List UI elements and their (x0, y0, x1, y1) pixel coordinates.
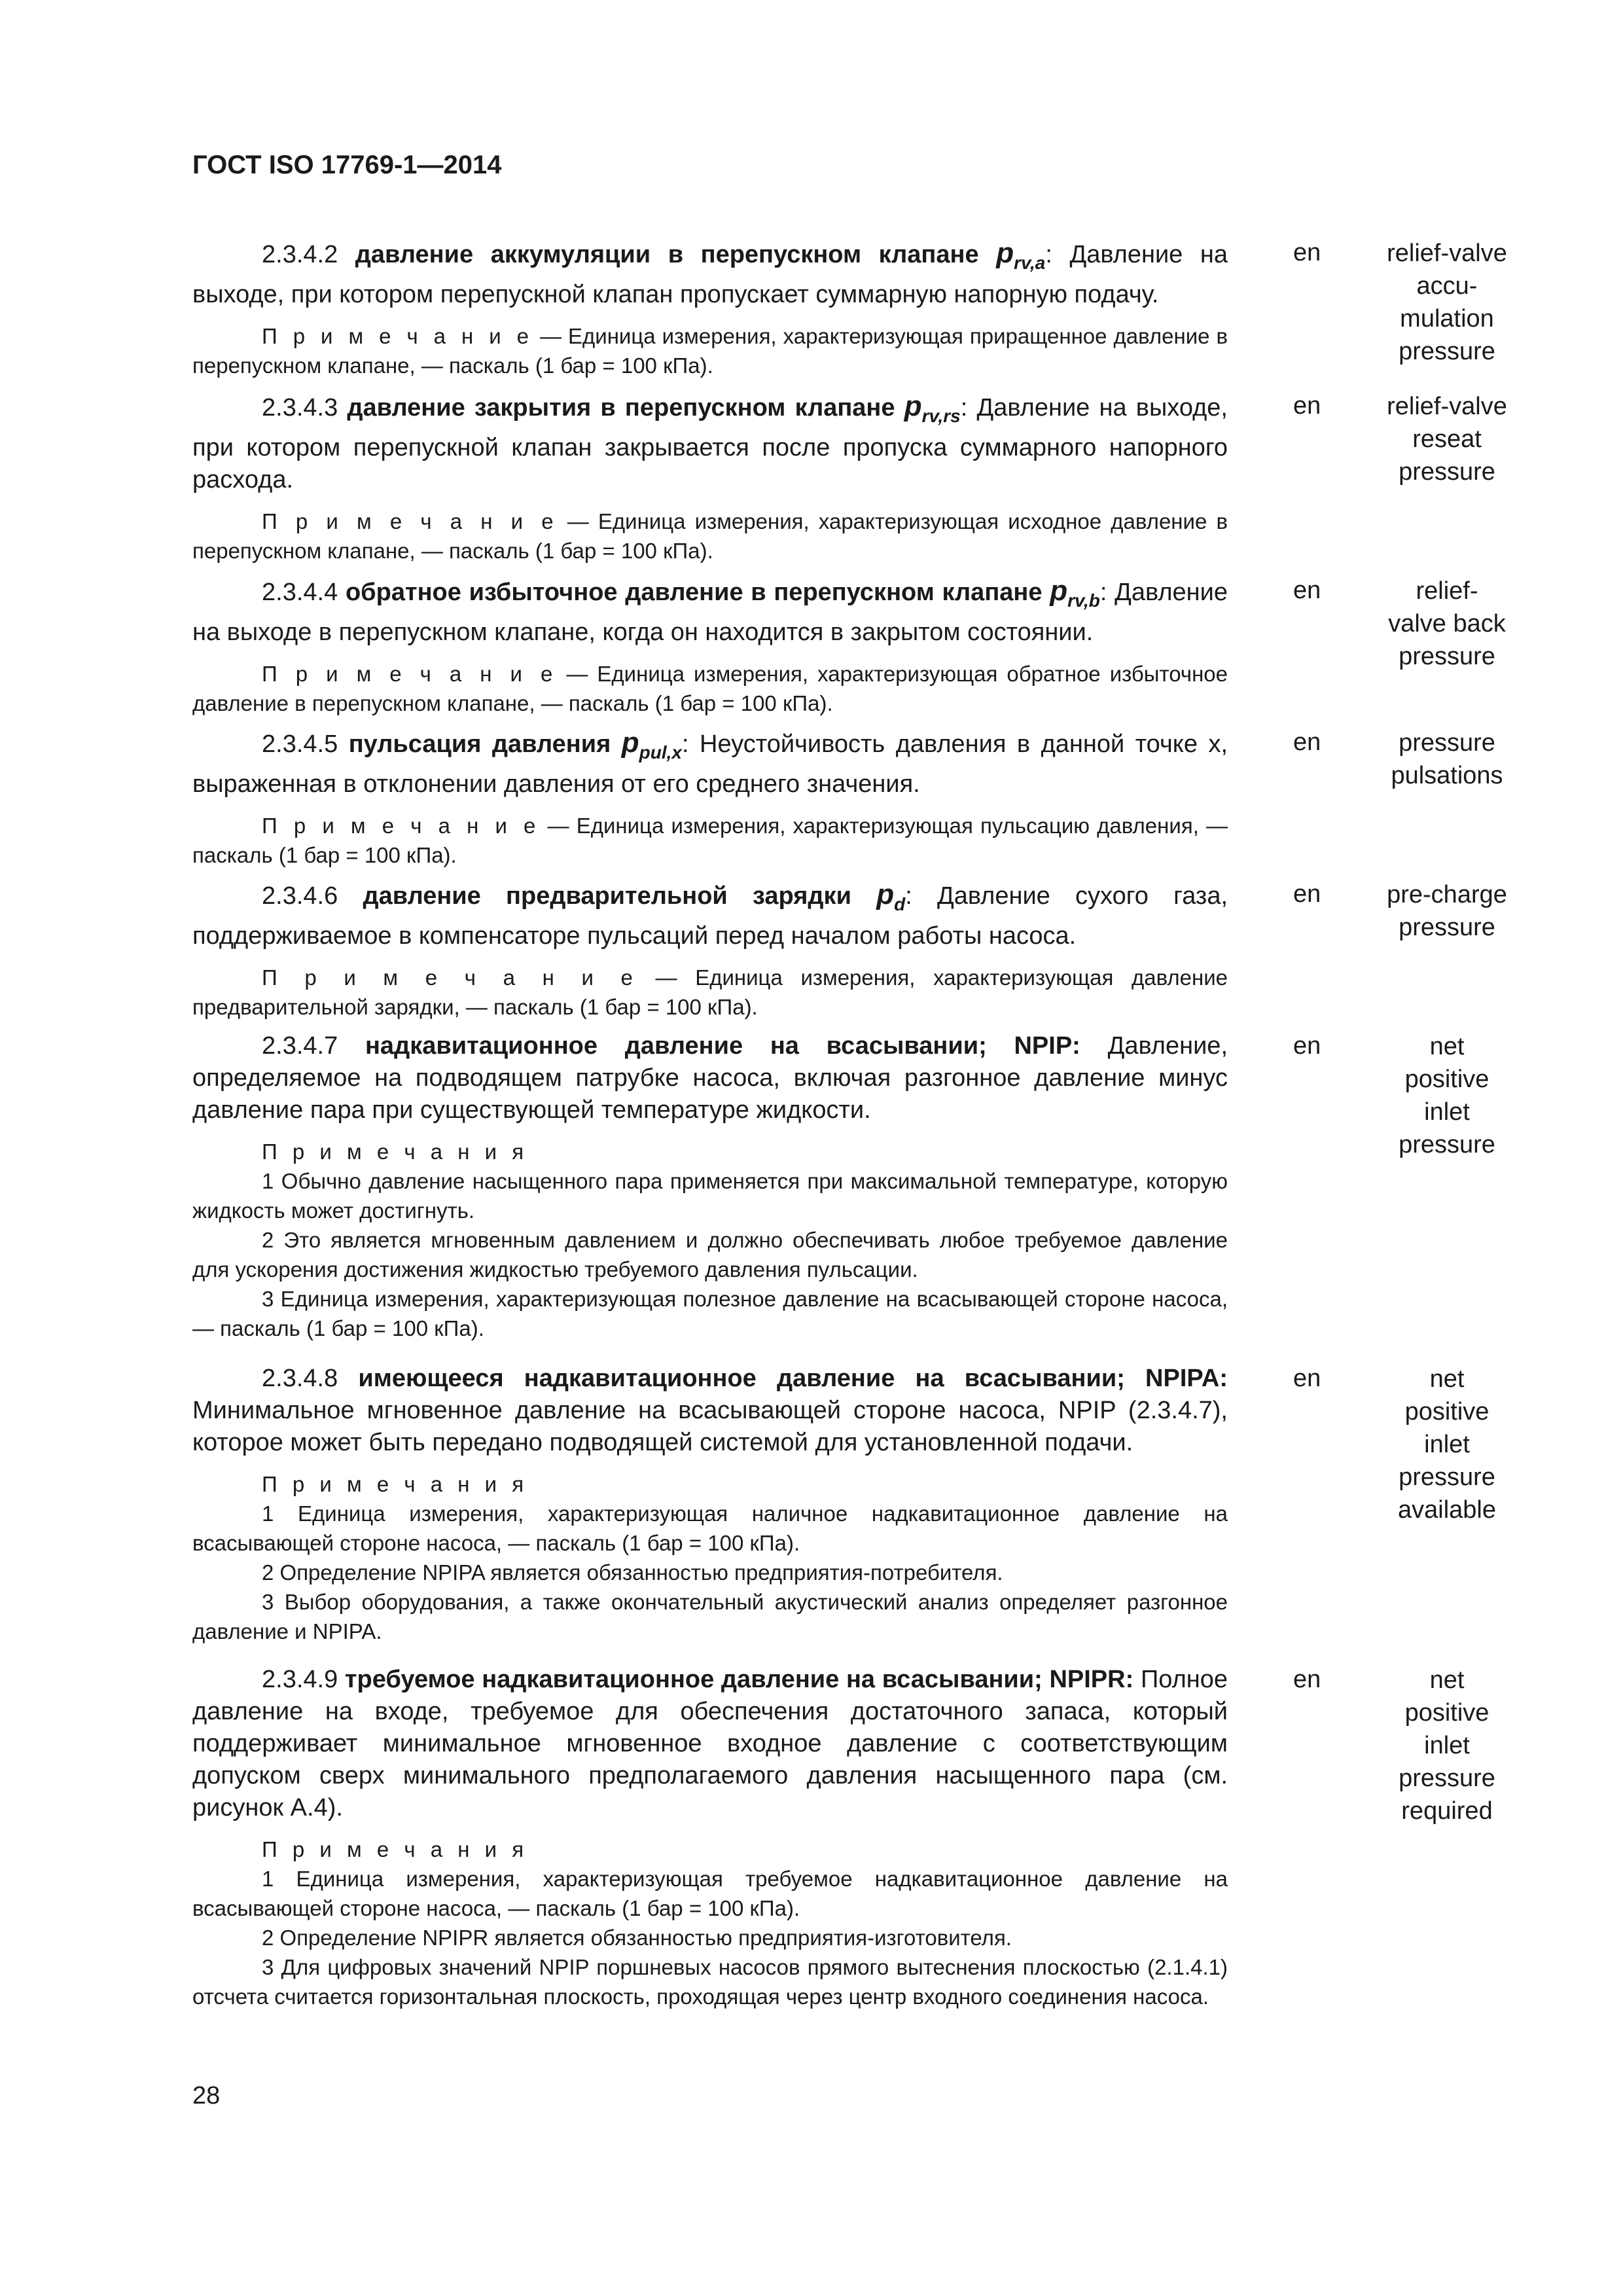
note-heading (192, 1137, 1228, 1166)
term-number: 2.3.4.9 (262, 1666, 338, 1693)
term-symbol-subscript: rv,a (1014, 252, 1046, 273)
note-paragraph (192, 507, 1228, 565)
equivalent-line: inlet (1424, 1098, 1470, 1126)
term-symbol-subscript: rv,b (1067, 590, 1100, 611)
equivalent-line: relief- (1416, 577, 1478, 605)
note-label: П р и м е ч а н и е (262, 661, 558, 686)
equivalent-line: positive (1404, 1699, 1489, 1727)
term-notes (192, 1469, 1228, 1646)
term-entry (192, 878, 1228, 1022)
equivalent-line: reseat (1412, 425, 1482, 453)
equivalent-line: mulation (1400, 305, 1494, 332)
term-lang: en (1293, 728, 1321, 756)
note-item: 3 Выбор оборудования, а также окончательный акустический анализ определяет разгонное давление и NPIPA. (192, 1590, 1228, 1643)
term-equivalent (1359, 1664, 1535, 1827)
equivalent-line: positive (1404, 1398, 1489, 1426)
term-number: 2.3.4.2 (262, 241, 338, 268)
note-label: П р и м е ч а н и я (262, 1139, 529, 1164)
equivalent-line: net (1429, 1365, 1465, 1393)
term-definition: Давление, определяемое на подводящем патрубке насоса, включая разгонное давление минус давление пара при существующей температуре жидкости. (192, 1032, 1228, 1124)
term-notes (192, 963, 1228, 1022)
note-paragraph (192, 659, 1228, 718)
term-entry (192, 1030, 1228, 1343)
term-name: пульсация давления (348, 730, 611, 758)
note-label: П р и м е ч а н и е (262, 509, 558, 533)
term-equivalent (1359, 1030, 1535, 1161)
note-paragraph (192, 963, 1228, 1022)
term-lang: en (1293, 577, 1321, 604)
term-name: обратное избыточное давление в перепускном клапане (345, 579, 1043, 606)
term-paragraph (192, 390, 1228, 496)
term-lang: en (1293, 392, 1321, 420)
term-entry (192, 1664, 1228, 2011)
term-number: 2.3.4.3 (262, 394, 338, 422)
term-equivalent (1359, 726, 1535, 792)
term-equivalent (1359, 237, 1535, 368)
equivalent-line: relief-valve (1387, 240, 1507, 267)
note-label: П р и м е ч а н и е (262, 965, 637, 990)
equivalent-line: pressure (1399, 458, 1495, 486)
term-notes (192, 659, 1228, 718)
note-label: П р и м е ч а н и е (262, 323, 534, 348)
term-symbol (904, 390, 961, 426)
term-name: имеющееся надкавитационное давление на всасывании; NPIPA: (358, 1365, 1228, 1392)
term-definition: : Неустойчивость давления в данной точке x, выраженная в отклонении давления от его среднего значения. (192, 730, 1228, 798)
term-entry (192, 390, 1228, 565)
term-symbol (1050, 575, 1100, 611)
term-entry (192, 1363, 1228, 1646)
term-name: требуемое надкавитационное давление на всасывании; NPIPR: (344, 1666, 1134, 1693)
term-paragraph (192, 1030, 1228, 1126)
term-paragraph (192, 1363, 1228, 1459)
term-equivalent (1359, 1363, 1535, 1526)
note-text: — Единица измерения, характеризующая исходное давление в перепускном клапане, — паскаль (1 бар = 100 кПа). (192, 509, 1228, 563)
term-notes (192, 321, 1228, 380)
term-name: давление аккумуляции в перепускном клапане (355, 241, 979, 268)
note-item: 1 Единица измерения, характеризующая наличное надкавитационное давление на всасывающей стороне насоса, — паскаль (1 бар = 100 кПа). (192, 1501, 1228, 1555)
term-entry (192, 726, 1228, 870)
term-paragraph (192, 726, 1228, 800)
note-item: 1 Единица измерения, характеризующая требуемое надкавитационное давление на всасывающей стороне насоса, — паскаль (1 бар = 100 кПа). (192, 1867, 1228, 1920)
term-lang: en (1293, 880, 1321, 908)
note-item: 3 Единица измерения, характеризующая полезное давление на всасывающей стороне насоса, — паскаль (1 бар = 100 кПа). (192, 1287, 1228, 1340)
term-definition: : Давление на выходе, при котором перепускной клапан пропускает суммарную напорную подачу. (192, 241, 1228, 308)
note-label: П р и м е ч а н и я (262, 1472, 529, 1496)
term-paragraph (192, 575, 1228, 649)
term-definition: Минимальное мгновенное давление на всасывающей стороне насоса, NPIP (2.3.4.7), которое может быть передано подводящей системой для установленной подачи. (192, 1397, 1228, 1456)
term-lang: en (1293, 1365, 1321, 1392)
term-paragraph (192, 237, 1228, 311)
term-number: 2.3.4.7 (262, 1032, 338, 1060)
note-item: 2 Определение NPIPR является обязанностью предприятия-изготовителя. (262, 1926, 1012, 1950)
term-name: давление предварительной зарядки (363, 882, 851, 910)
term-paragraph (192, 1664, 1228, 1824)
document-header: ГОСТ ISO 17769-1—2014 (192, 151, 502, 179)
term-name: давление закрытия в перепускном клапане (347, 394, 895, 422)
note-item: 3 Для цифровых значений NPIP поршневых насосов прямого вытеснения плоскостью (2.1.4.1) отсчета считается горизонтальная плоскость, проходящая через центр входного соединения насоса. (192, 1955, 1228, 2009)
equivalent-line: pressure (1399, 1131, 1495, 1158)
term-symbol-subscript: pul,x (639, 742, 682, 762)
equivalent-line: accu- (1416, 272, 1478, 300)
equivalent-line: net (1429, 1033, 1465, 1060)
equivalent-line: relief-valve (1387, 393, 1507, 420)
term-symbol-letter: p (621, 726, 639, 759)
equivalent-line: pressure (1399, 1765, 1495, 1792)
equivalent-line: pulsations (1391, 762, 1503, 789)
term-equivalent (1359, 390, 1535, 488)
equivalent-line: pressure (1399, 729, 1495, 757)
term-symbol-subscript: rv,rs (921, 405, 961, 426)
equivalent-line: valve back (1388, 610, 1506, 637)
term-symbol-letter: p (876, 878, 895, 910)
term-symbol (621, 726, 682, 762)
note-paragraph (192, 321, 1228, 380)
term-lang: en (1293, 1666, 1321, 1693)
equivalent-line: pressure (1399, 1463, 1495, 1491)
note-text: — Единица измерения, характеризующая приращенное давление в перепускном клапане, — паскаль (1 бар = 100 кПа). (192, 323, 1228, 378)
note-label: П р и м е ч а н и я (262, 1837, 529, 1861)
term-definition: Полное давление на входе, требуемое для обеспечения достаточного запаса, который поддерживает минимальное мгновенное входное давление с соответствующим допуском сверх минимального предполагаемого давления насыщенного пара (см. рисунок А.4). (192, 1666, 1228, 1821)
term-notes (192, 1835, 1228, 2011)
term-entry (192, 575, 1228, 718)
term-equivalent (1359, 878, 1535, 944)
equivalent-line: net (1429, 1666, 1465, 1694)
term-paragraph (192, 878, 1228, 952)
equivalent-line: pressure (1399, 338, 1495, 365)
term-symbol-subscript: d (894, 893, 906, 914)
term-lang: en (1293, 1032, 1321, 1060)
term-number: 2.3.4.8 (262, 1365, 338, 1392)
term-notes (192, 1137, 1228, 1343)
note-item: 2 Это является мгновенным давлением и должно обеспечивать любое требуемое давление для ускорения достижения жидкостью требуемого давления пульсации. (192, 1228, 1228, 1282)
note-item: 2 Определение NPIPA является обязанностью предприятия-потребителя. (262, 1560, 1003, 1585)
term-number: 2.3.4.6 (262, 882, 338, 910)
equivalent-line: inlet (1424, 1431, 1470, 1458)
term-definition: : Давление на выходе, при котором перепускной клапан закрывается после пропуска суммарного напорного расхода. (192, 394, 1228, 493)
note-text: — Единица измерения, характеризующая обратное избыточное давление в перепускном клапане, — паскаль (1 бар = 100 кПа). (192, 661, 1228, 715)
page-number: 28 (192, 2082, 221, 2109)
equivalent-line: positive (1404, 1066, 1489, 1093)
term-definition: : Давление на выходе в перепускном клапане, когда он находится в закрытом состоянии. (192, 579, 1228, 646)
equivalent-line: inlet (1424, 1732, 1470, 1759)
term-symbol-letter: p (904, 390, 922, 422)
term-number: 2.3.4.4 (262, 579, 338, 606)
equivalent-line: required (1401, 1797, 1493, 1825)
note-item: 1 Обычно давление насыщенного пара применяется при максимальной температуре, которую жидкость может достигнуть. (192, 1169, 1228, 1223)
term-definition: : Давление сухого газа, поддерживаемое в компенсаторе пульсаций перед началом работы насоса. (192, 882, 1228, 950)
term-notes (192, 507, 1228, 565)
note-text: — Единица измерения, характеризующая давление предварительной зарядки, — паскаль (1 бар = 100 кПа). (192, 965, 1228, 1019)
term-notes (192, 811, 1228, 870)
equivalent-line: pre-charge (1387, 881, 1507, 908)
term-symbol (876, 878, 906, 914)
note-text: — Единица измерения, характеризующая пульсацию давления, — паскаль (1 бар = 100 кПа). (192, 813, 1228, 867)
term-symbol-letter: p (996, 237, 1014, 269)
note-paragraph (192, 811, 1228, 870)
term-entry (192, 237, 1228, 380)
note-label: П р и м е ч а н и е (262, 813, 541, 838)
note-heading (192, 1835, 1228, 1864)
term-symbol-letter: p (1050, 575, 1068, 607)
equivalent-line: available (1398, 1496, 1496, 1524)
term-equivalent (1359, 575, 1535, 673)
equivalent-line: pressure (1399, 914, 1495, 941)
term-number: 2.3.4.5 (262, 730, 338, 758)
note-heading (192, 1469, 1228, 1499)
term-lang: en (1293, 239, 1321, 266)
term-symbol (996, 237, 1046, 273)
equivalent-line: pressure (1399, 643, 1495, 670)
term-name: надкавитационное давление на всасывании; NPIP: (365, 1032, 1080, 1060)
